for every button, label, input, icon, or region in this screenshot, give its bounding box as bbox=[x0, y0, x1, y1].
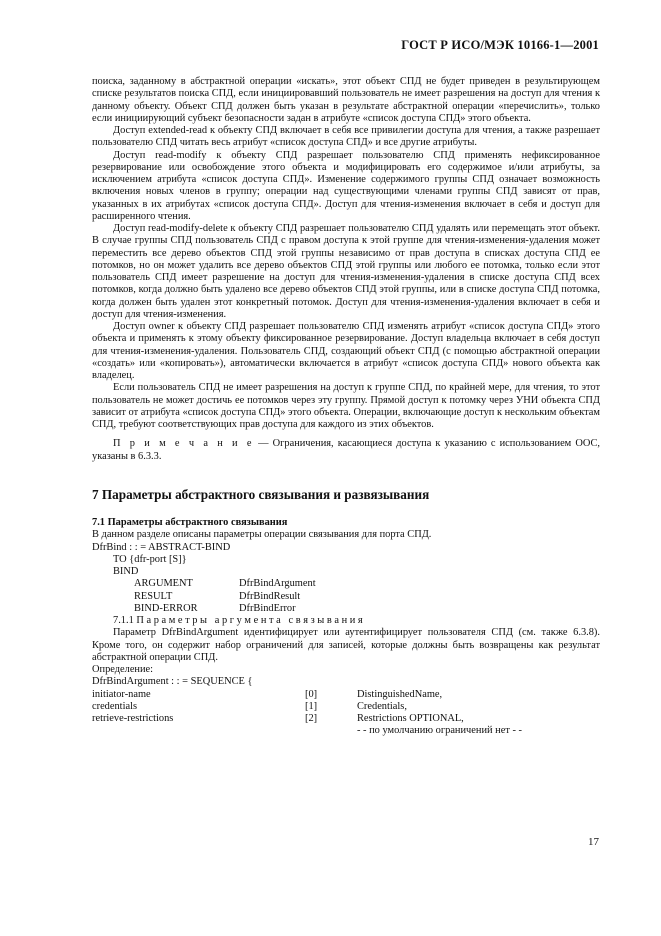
code-value: DfrBindArgument bbox=[239, 578, 316, 590]
page-number: 17 bbox=[588, 836, 599, 848]
code-value: DfrBindResult bbox=[239, 590, 301, 602]
paragraph: Параметр DfrBindArgument идентифицирует или аутентифицирует пользователя СПД (см. также 6.3.8). Кроме того, он содержит набор ограничений для записей, которые должны быть возвращены как результат абстрактной операции СПД. bbox=[92, 627, 600, 663]
code-line: BIND bbox=[113, 566, 139, 577]
field-type: Credentials, bbox=[357, 700, 407, 712]
paragraph: Доступ read-modify-delete к объекту СПД разрешает пользователю СПД удалять или перемещать этот объект. В случае группы СПД пользователь СПД с правом доступа к этой группе для чтения-изменения-удаления может переместить все дерево объектов СПД этой группы независимо от прав доступа в списках доступа СПД ее потомков, но он может удалить все дерево объектов СПД этой группы или любого ее потомка, только если этот пользователь СПД имеет разрешение на доступ для чтения-изменения-удаления в списке доступа СПД всех потомков, когда должно быть удалено все дерево объектов СПД этой группы, или в списке доступа СПД потомка, когда должен быть удален этот конкретный потомок. Доступ для чтения-изменения-удаления включает в себя и доступ для чтения-изменения. bbox=[92, 223, 600, 320]
note bbox=[92, 438, 600, 463]
document-header: ГОСТ Р ИСО/МЭК 10166-1—2001 bbox=[401, 38, 599, 52]
page-body bbox=[92, 76, 600, 738]
code-value: DfrBindError bbox=[239, 602, 296, 614]
field-tag: [1] bbox=[305, 700, 318, 712]
definition-label: Определение: bbox=[92, 664, 154, 675]
code-key: ARGUMENT bbox=[134, 578, 193, 590]
paragraph: Доступ extended-read к объекту СПД включает в себя все привилегии доступа для чтения, а также разрешает пользователю СПД читать весь атрибут «список доступа СПД» и все другие атрибуты. bbox=[92, 125, 600, 149]
paragraph: Если пользователь СПД не имеет разрешения на доступ к группе СПД, по крайней мере, для чтения, то этот пользователь не может достичь ее потомков через эту группу. Прямой доступ к потомку через УНИ объекта СПД зависит от атрибута «список доступа СПД» этого объекта. Операции, включающие доступ к нескольким объектам СПД, требуют соответствующих прав доступа для каждого из этих объектов. bbox=[92, 382, 600, 430]
section-heading: 7 Параметры абстрактного связывания и развязывания bbox=[92, 486, 430, 502]
field-name: initiator-name bbox=[92, 688, 151, 700]
subsubsection-heading: 7.1.1 П а р а м е т р ы а р г у м е н т а с в я з ы в а н и я bbox=[113, 615, 363, 626]
paragraph: Доступ read-modify к объекту СПД разрешает пользователю СПД применять нефиксированное резервирование или освобождение этого объекта и модифицировать его содержимое и/или атрибуты, за исключением атрибута «список доступа СПД». Изменение содержимого группы СПД означает возможность включения новых членов в группу; операции над существующими членами группы СПД зависят от прав, указанных в их атрибутах «список доступа СПД». Доступ для чтения-изменения включает в себя и доступ для расширенного чтения. bbox=[92, 149, 600, 222]
code-block bbox=[92, 542, 600, 616]
code-line: TO {dfr-port [S]} bbox=[113, 553, 187, 565]
field-type: Restrictions OPTIONAL, bbox=[357, 713, 464, 724]
definition-row bbox=[92, 701, 600, 713]
code-key: RESULT bbox=[134, 590, 173, 602]
paragraph: Доступ owner к объекту СПД разрешает пользователю СПД изменять атрибут «список доступа СПД» этого объекта и применять к этому объекту фиксированное резервирование. Доступ владельца включает в себя доступ для чтения-изменения-удаления. Пользователь СПД, создающий объект СПД (с помощью абстрактной операции «создать» или «копировать»), автоматически включается в атрибут «список доступа СПД» нового объекта как владелец. bbox=[92, 321, 600, 381]
code-row bbox=[92, 578, 600, 590]
subsection-heading: 7.1 Параметры абстрактного связывания bbox=[92, 517, 288, 528]
intro-text: В данном разделе описаны параметры операции связывания для порта СПД. bbox=[92, 529, 432, 541]
field-tag: [0] bbox=[305, 688, 318, 700]
definition-comment: - - по умолчанию ограничений нет - - bbox=[357, 725, 522, 737]
note-label: П р и м е ч а н и е bbox=[113, 438, 255, 450]
code-line: DfrBind : : = ABSTRACT-BIND bbox=[92, 541, 231, 553]
code-key: BIND-ERROR bbox=[134, 602, 198, 614]
definition-head: DfrBindArgument : : = SEQUENCE { bbox=[92, 676, 253, 688]
definition-row bbox=[92, 713, 600, 725]
field-tag: [2] bbox=[305, 713, 318, 724]
code-row bbox=[92, 603, 600, 615]
field-name: retrieve-restrictions bbox=[92, 713, 174, 724]
field-type: DistinguishedName, bbox=[357, 688, 443, 700]
note-text: — Ограничения, касающиеся доступа к указанию с использованием ООС, указаны в 6.3.3. bbox=[92, 438, 600, 462]
field-name: credentials bbox=[92, 700, 138, 712]
definition-row bbox=[92, 689, 600, 701]
paragraph: поиска, заданному в абстрактной операции «искать», этот объект СПД не будет приведен в результирующем списке результатов поиска СПД, если инициировавший пользователь не имеет разрешения на доступ для чтения к данному объекту. Объект СПД должен быть указан в результате абстрактной операции «перечислить», только если инициирующий субъект безопасности задан в атрибуте «список доступа СПД» этого объекта. bbox=[92, 76, 600, 124]
code-row bbox=[92, 591, 600, 603]
